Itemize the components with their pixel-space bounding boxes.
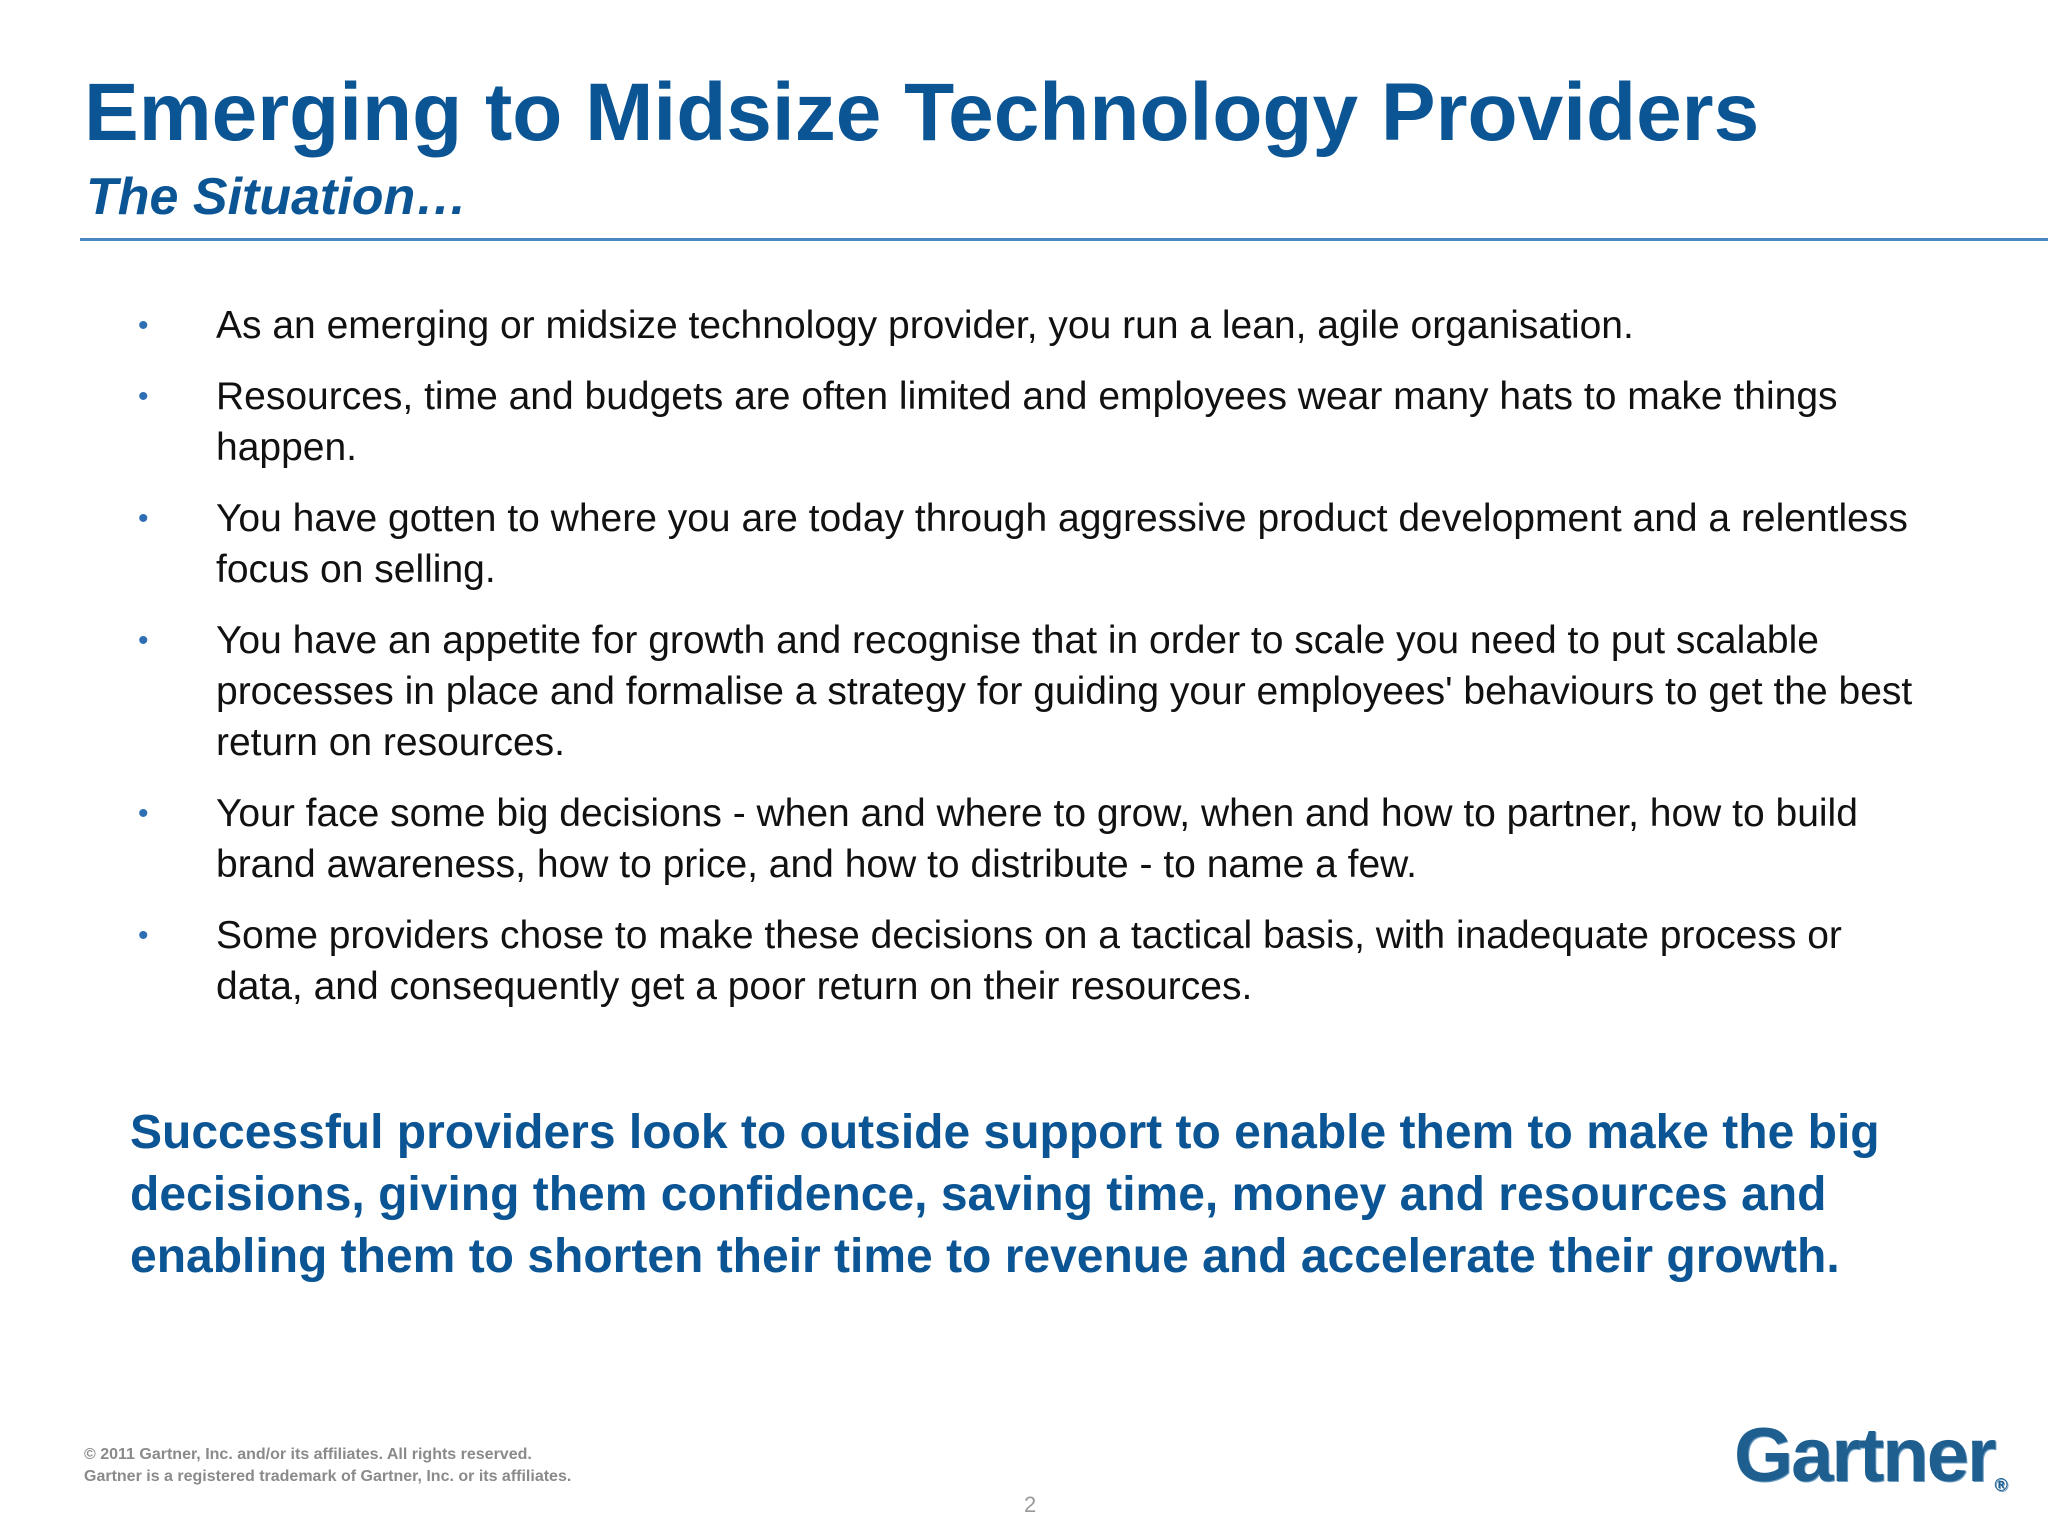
registered-mark-icon: ® xyxy=(1994,1475,2008,1495)
logo-wordmark: Gartner xyxy=(1734,1413,1995,1498)
bullet-text: As an emerging or midsize technology provider, you run a lean, agile organisation. xyxy=(216,304,1634,347)
page-number: 2 xyxy=(1024,1492,1037,1517)
bullet-text: Resources, time and budgets are often limited and employees wear many hats to make things happen. xyxy=(216,375,1838,469)
bullet-marker-icon: • xyxy=(138,309,149,342)
bullet-text: Some providers chose to make these decisions on a tactical basis, with inadequate process or data, and consequently get a poor return on their resources. xyxy=(216,914,1842,1008)
bullet-text: Your face some big decisions - when and where to grow, when and how to partner, how to build brand awareness, how to price, and how to distribute - to name a few. xyxy=(216,792,1858,886)
bullet-item xyxy=(138,371,1938,473)
bullet-item xyxy=(138,615,1938,768)
slide-subtitle: The Situation… xyxy=(86,168,468,226)
slide-title: Emerging to Midsize Technology Providers xyxy=(84,67,1760,158)
bullet-item xyxy=(138,788,1938,890)
title-divider xyxy=(80,238,2048,241)
bullet-marker-icon: • xyxy=(138,919,149,952)
bullet-marker-icon: • xyxy=(138,624,149,657)
bullet-marker-icon: • xyxy=(138,380,149,413)
bullet-marker-icon: • xyxy=(138,797,149,830)
bullet-item xyxy=(138,300,1938,351)
copyright-notice xyxy=(84,1444,571,1488)
copyright-line: © 2011 Gartner, Inc. and/or its affiliates. All rights reserved. xyxy=(84,1446,532,1463)
bullet-item xyxy=(138,910,1938,1012)
bullet-marker-icon: • xyxy=(138,502,149,535)
bullet-list xyxy=(138,300,1938,1032)
bullet-item xyxy=(138,493,1938,595)
trademark-line: Gartner is a registered trademark of Gartner, Inc. or its affiliates. xyxy=(84,1468,572,1485)
bullet-text: You have an appetite for growth and recognise that in order to scale you need to put scalable processes in place and formalise a strategy for guiding your employees' behaviours to get the best return on resources. xyxy=(216,619,1913,764)
gartner-logo xyxy=(1734,1413,2008,1498)
bullet-text: You have gotten to where you are today through aggressive product development and a relentless focus on selling. xyxy=(216,497,1908,591)
callout-statement: Successful providers look to outside support to enable them to make the big decisions, giving them confidence, saving time, money and resources and enabling them to shorten their time to revenue and accelerate their growth. xyxy=(130,1106,1880,1283)
